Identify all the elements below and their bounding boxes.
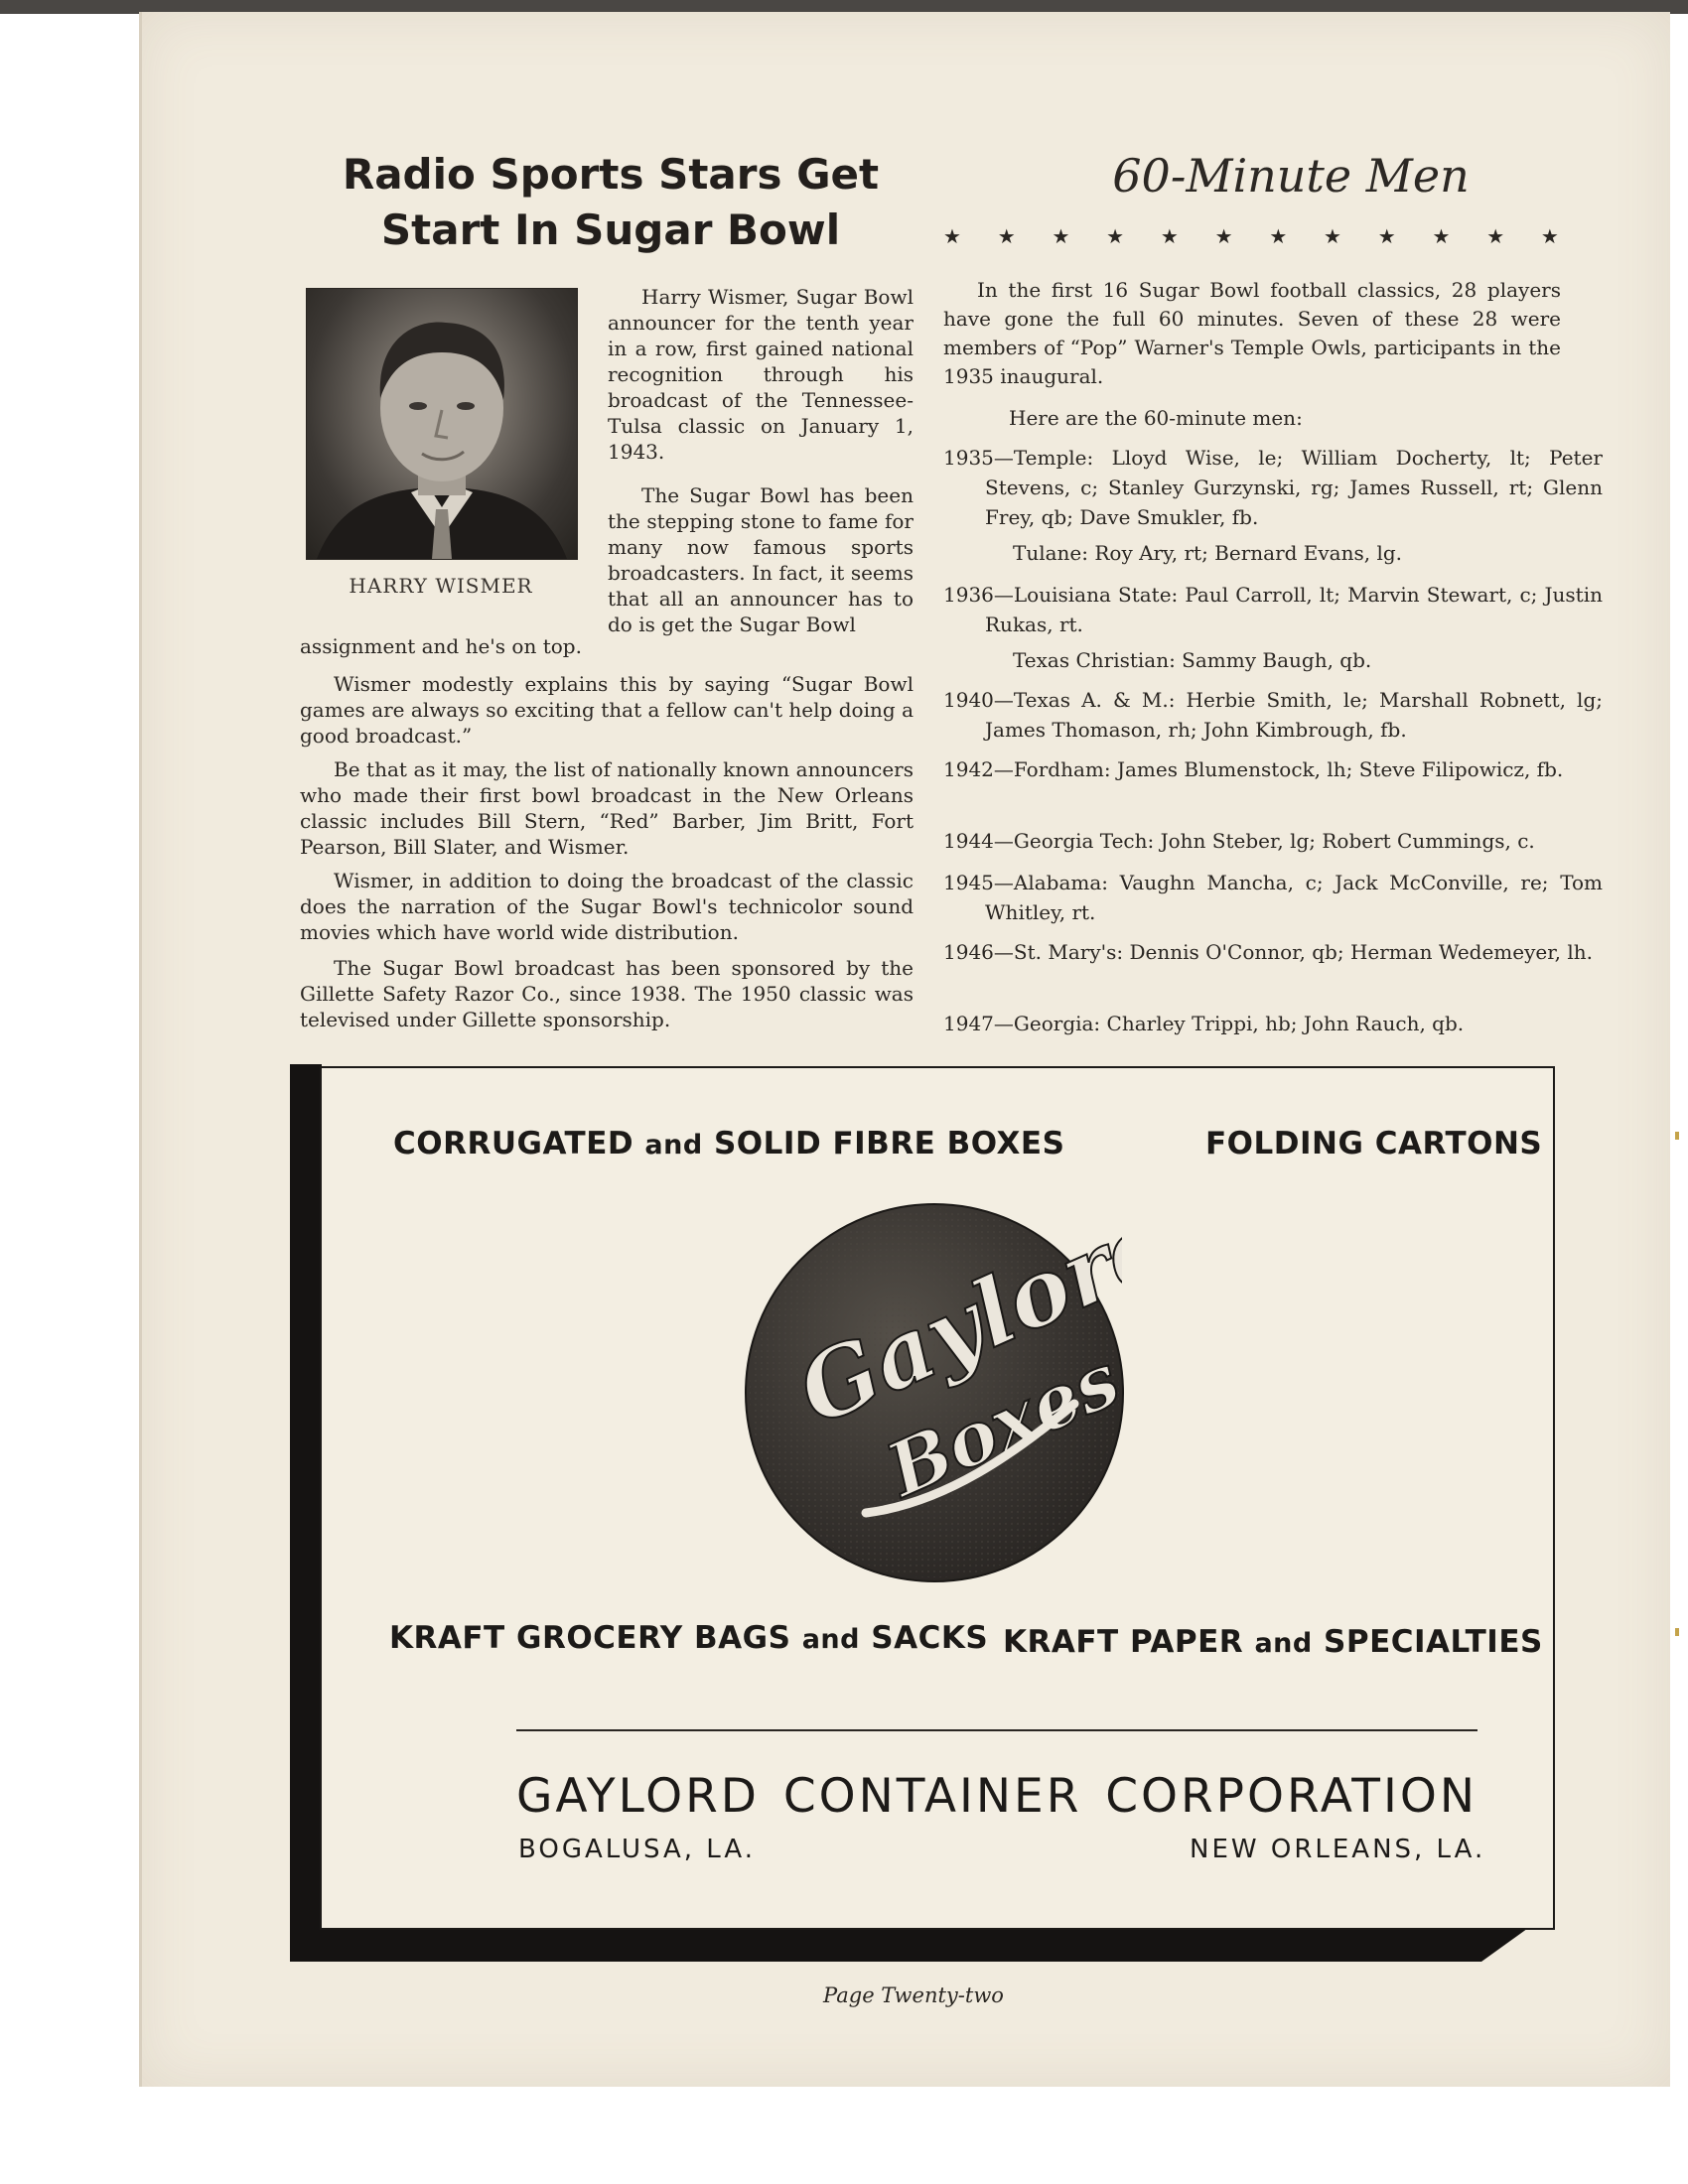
logo-word-gaylord: Gaylord	[782, 1205, 1122, 1446]
star-icon: ★	[997, 224, 1016, 248]
sidebar-intro: In the first 16 Sugar Bowl football classics, 28 players have gone the full 60 minutes. Seven of these 28 were members of “Pop” Warner's Temple Owls, participants in the 1935 inaugural.	[943, 278, 1561, 388]
ad-folding-cartons: FOLDING CARTONS	[1205, 1126, 1543, 1161]
paragraph-2-continued: assignment and he's on top.	[300, 634, 582, 658]
ad-corrugated-boxes	[393, 1126, 1064, 1161]
paragraph-6: The Sugar Bowl broadcast has been sponsored by the Gillette Safety Razor Co., since 1938. The 1950 classic was televised under Gillette sponsorship.	[300, 956, 914, 1031]
ad-shadow-bottom	[290, 1926, 1531, 1962]
entry-1947-georgia: 1947—Georgia: Charley Trippi, hb; John Rauch, qb.	[943, 1012, 1465, 1035]
ad-kraft-grocery-bags	[389, 1620, 988, 1656]
entry-1936-tcu: Texas Christian: Sammy Baugh, qb.	[1013, 648, 1372, 672]
paragraph-1: Harry Wismer, Sugar Bowl announcer for the tenth year in a row, first gained national recognition through his broadcast of the Tennessee-Tulsa classic on January 1, 1943.	[608, 285, 914, 464]
star-icon: ★	[1486, 224, 1505, 248]
entry-1942-fordham: 1942—Fordham: James Blumenstock, lh; Steve Filipowicz, fb.	[943, 757, 1564, 781]
star-icon: ★	[1052, 224, 1070, 248]
ad-text: SPECIALTIES	[1324, 1624, 1543, 1660]
ad-divider	[516, 1729, 1477, 1731]
paragraph-5: Wismer, in addition to doing the broadcast of the classic does the narration of the Sugar Bowl's technicolor sound movies which have world wide distribution.	[300, 869, 914, 944]
sidebar-title: 60-Minute Men	[1112, 149, 1470, 203]
star-icon: ★	[1540, 224, 1559, 248]
star-divider	[943, 224, 1559, 248]
portrait-photo	[306, 288, 578, 560]
ad-text: and	[1254, 1628, 1313, 1659]
star-icon: ★	[1160, 224, 1179, 248]
page-edge	[139, 12, 142, 2087]
company-name: GAYLORD CONTAINER CORPORATION	[516, 1769, 1477, 1824]
ad-text: and	[801, 1624, 860, 1655]
paragraph-2: The Sugar Bowl has been the stepping stone to fame for many now famous sports broadcasters. In fact, it seems that all an announcer has to do is get the Sugar Bowl	[608, 483, 914, 636]
entry-1940-texas-am: 1940—Texas A. & M.: Herbie Smith, le; Marshall Robnett, lg; James Thomason, rh; John Kimbrough, fb.	[943, 688, 1603, 742]
headline-line-1: Radio Sports Stars Get	[342, 150, 880, 199]
entry-1936-lsu: 1936—Louisiana State: Paul Carroll, lt; Marvin Stewart, c; Justin Rukas, rt.	[943, 583, 1603, 636]
star-icon: ★	[1214, 224, 1233, 248]
edge-mark	[1675, 1132, 1679, 1140]
edge-mark	[1675, 1628, 1679, 1636]
sidebar-lead: Here are the 60-minute men:	[1009, 406, 1303, 430]
ad-kraft-paper-specialties	[1003, 1624, 1543, 1660]
ad-text: CORRUGATED	[393, 1126, 634, 1161]
page-number: Page Twenty-two	[823, 1983, 1004, 2007]
ad-text: KRAFT GROCERY BAGS	[389, 1620, 791, 1656]
city-new-orleans: NEW ORLEANS, LA.	[1190, 1835, 1486, 1864]
star-icon: ★	[1324, 224, 1341, 248]
ad-text: SACKS	[871, 1620, 989, 1656]
logo-script	[747, 1205, 1122, 1580]
entry-1944-georgia-tech: 1944—Georgia Tech: John Steber, lg; Robert Cummings, c.	[943, 829, 1535, 853]
headline-line-2: Start In Sugar Bowl	[380, 205, 841, 254]
paragraph-4: Be that as it may, the list of nationally known announcers who made their first bowl broadcast in the New Orleans classic includes Bill Stern, “Red” Barber, Jim Britt, Fort Pearson, Bill Slater, and Wismer.	[300, 757, 914, 859]
portrait-figure	[307, 289, 577, 559]
ad-text: and	[644, 1130, 703, 1160]
ad-text: KRAFT PAPER	[1003, 1624, 1244, 1660]
city-bogalusa: BOGALUSA, LA.	[518, 1835, 756, 1864]
star-icon: ★	[1269, 224, 1288, 248]
star-icon: ★	[1106, 224, 1125, 248]
ad-shadow-left	[290, 1064, 322, 1962]
entry-1945-alabama: 1945—Alabama: Vaughn Mancha, c; Jack McConville, re; Tom Whitley, rt.	[943, 871, 1603, 924]
star-icon: ★	[1432, 224, 1451, 248]
entry-1935-tulane: Tulane: Roy Ary, rt; Bernard Evans, lg.	[1013, 541, 1403, 565]
entry-1935-temple: 1935—Temple: Lloyd Wise, le; William Docherty, lt; Peter Stevens, c; Stanley Gurzynski, rg; James Russell, rt; Glenn Frey, qb; Dave Smukler, fb.	[943, 446, 1603, 529]
star-icon: ★	[943, 224, 961, 248]
ad-text: SOLID FIBRE BOXES	[713, 1126, 1065, 1161]
logo-word-boxes: Boxes	[875, 1336, 1122, 1514]
entry-1946-st-marys: 1946—St. Mary's: Dennis O'Connor, qb; Herman Wedemeyer, lh.	[943, 940, 1593, 964]
photo-caption: HARRY WISMER	[349, 574, 533, 598]
gaylord-boxes-logo	[745, 1203, 1124, 1582]
article-headline	[298, 147, 923, 258]
paragraph-3: Wismer modestly explains this by saying “Sugar Bowl games are always so exciting that a fellow can't help doing a good broadcast.”	[300, 672, 914, 748]
star-icon: ★	[1377, 224, 1396, 248]
